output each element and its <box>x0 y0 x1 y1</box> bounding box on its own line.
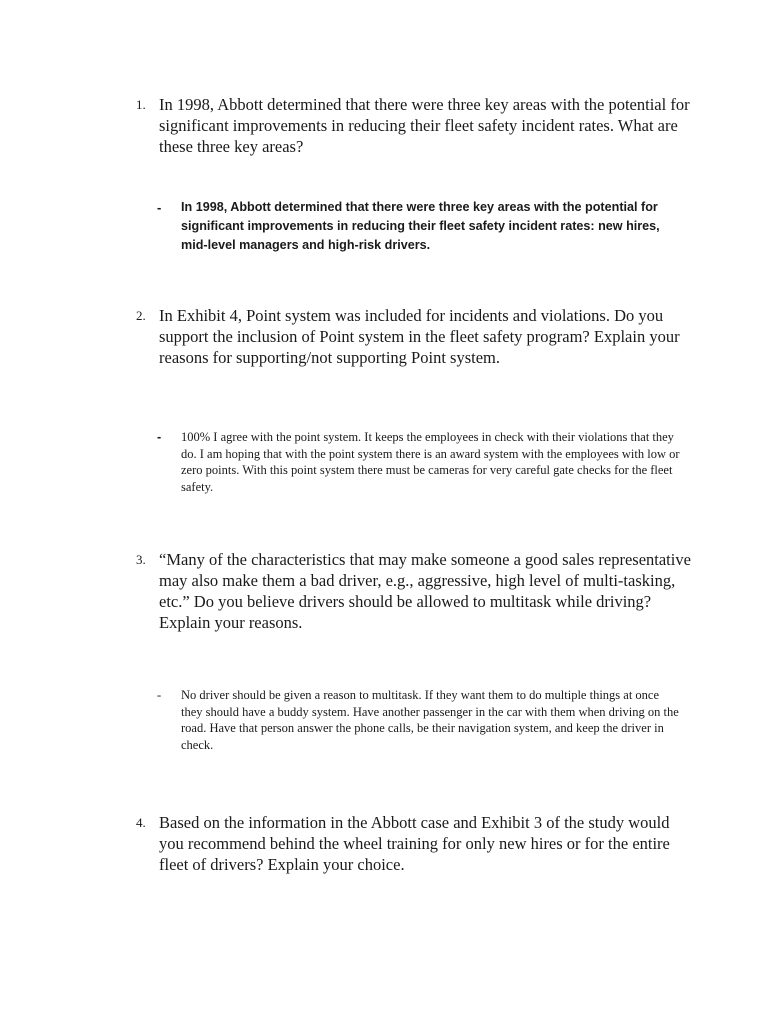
answer-text: 100% I agree with the point system. It keeps the employees in check with their violations that they do. I am hoping that with the point system there is an award system with the employees with low or zero points. With this point system there must be cameras for very careful gate checks for the fleet safety. <box>181 430 680 494</box>
question-3 <box>136 549 696 633</box>
answer-text: In 1998, Abbott determined that there were three key areas with the potential for significant improvements in reducing their fleet safety incident rates: new hires, mid-level managers and high-risk drivers. <box>181 200 660 252</box>
answer-3 <box>157 687 682 753</box>
answer-2 <box>157 429 682 495</box>
question-number: 3. <box>136 552 146 567</box>
answer-bullet: - <box>157 200 162 215</box>
question-number: 2. <box>136 308 146 323</box>
question-4 <box>136 812 696 875</box>
question-text: In Exhibit 4, Point system was included for incidents and violations. Do you support the inclusion of Point system in the fleet safety program? Explain your reasons for supporting/not supporting Point system. <box>159 306 680 367</box>
question-text: Based on the information in the Abbott case and Exhibit 3 of the study would you recommend behind the wheel training for only new hires or for the entire fleet of drivers? Explain your choice. <box>159 813 670 874</box>
question-text: In 1998, Abbott determined that there were three key areas with the potential for significant improvements in reducing their fleet safety incident rates. What are these three key areas? <box>159 95 690 156</box>
answer-text: No driver should be given a reason to multitask. If they want them to do multiple things at once they should have a buddy system. Have another passenger in the car with them when driving on the road. Have that person answer the phone calls, be their navigation system, and keep the driver in check. <box>181 688 679 752</box>
answer-bullet: - <box>157 688 162 702</box>
question-1 <box>136 94 696 157</box>
question-2 <box>136 305 696 368</box>
answer-1 <box>157 198 682 255</box>
question-number: 4. <box>136 815 146 830</box>
question-text: “Many of the characteristics that may make someone a good sales representative may also make them a bad driver, e.g., aggressive, high level of multi-tasking, etc.” Do you believe drivers should be allowed to multitask while driving? Explain your reasons. <box>159 550 691 632</box>
answer-bullet: - <box>157 430 162 444</box>
question-number: 1. <box>136 97 146 112</box>
